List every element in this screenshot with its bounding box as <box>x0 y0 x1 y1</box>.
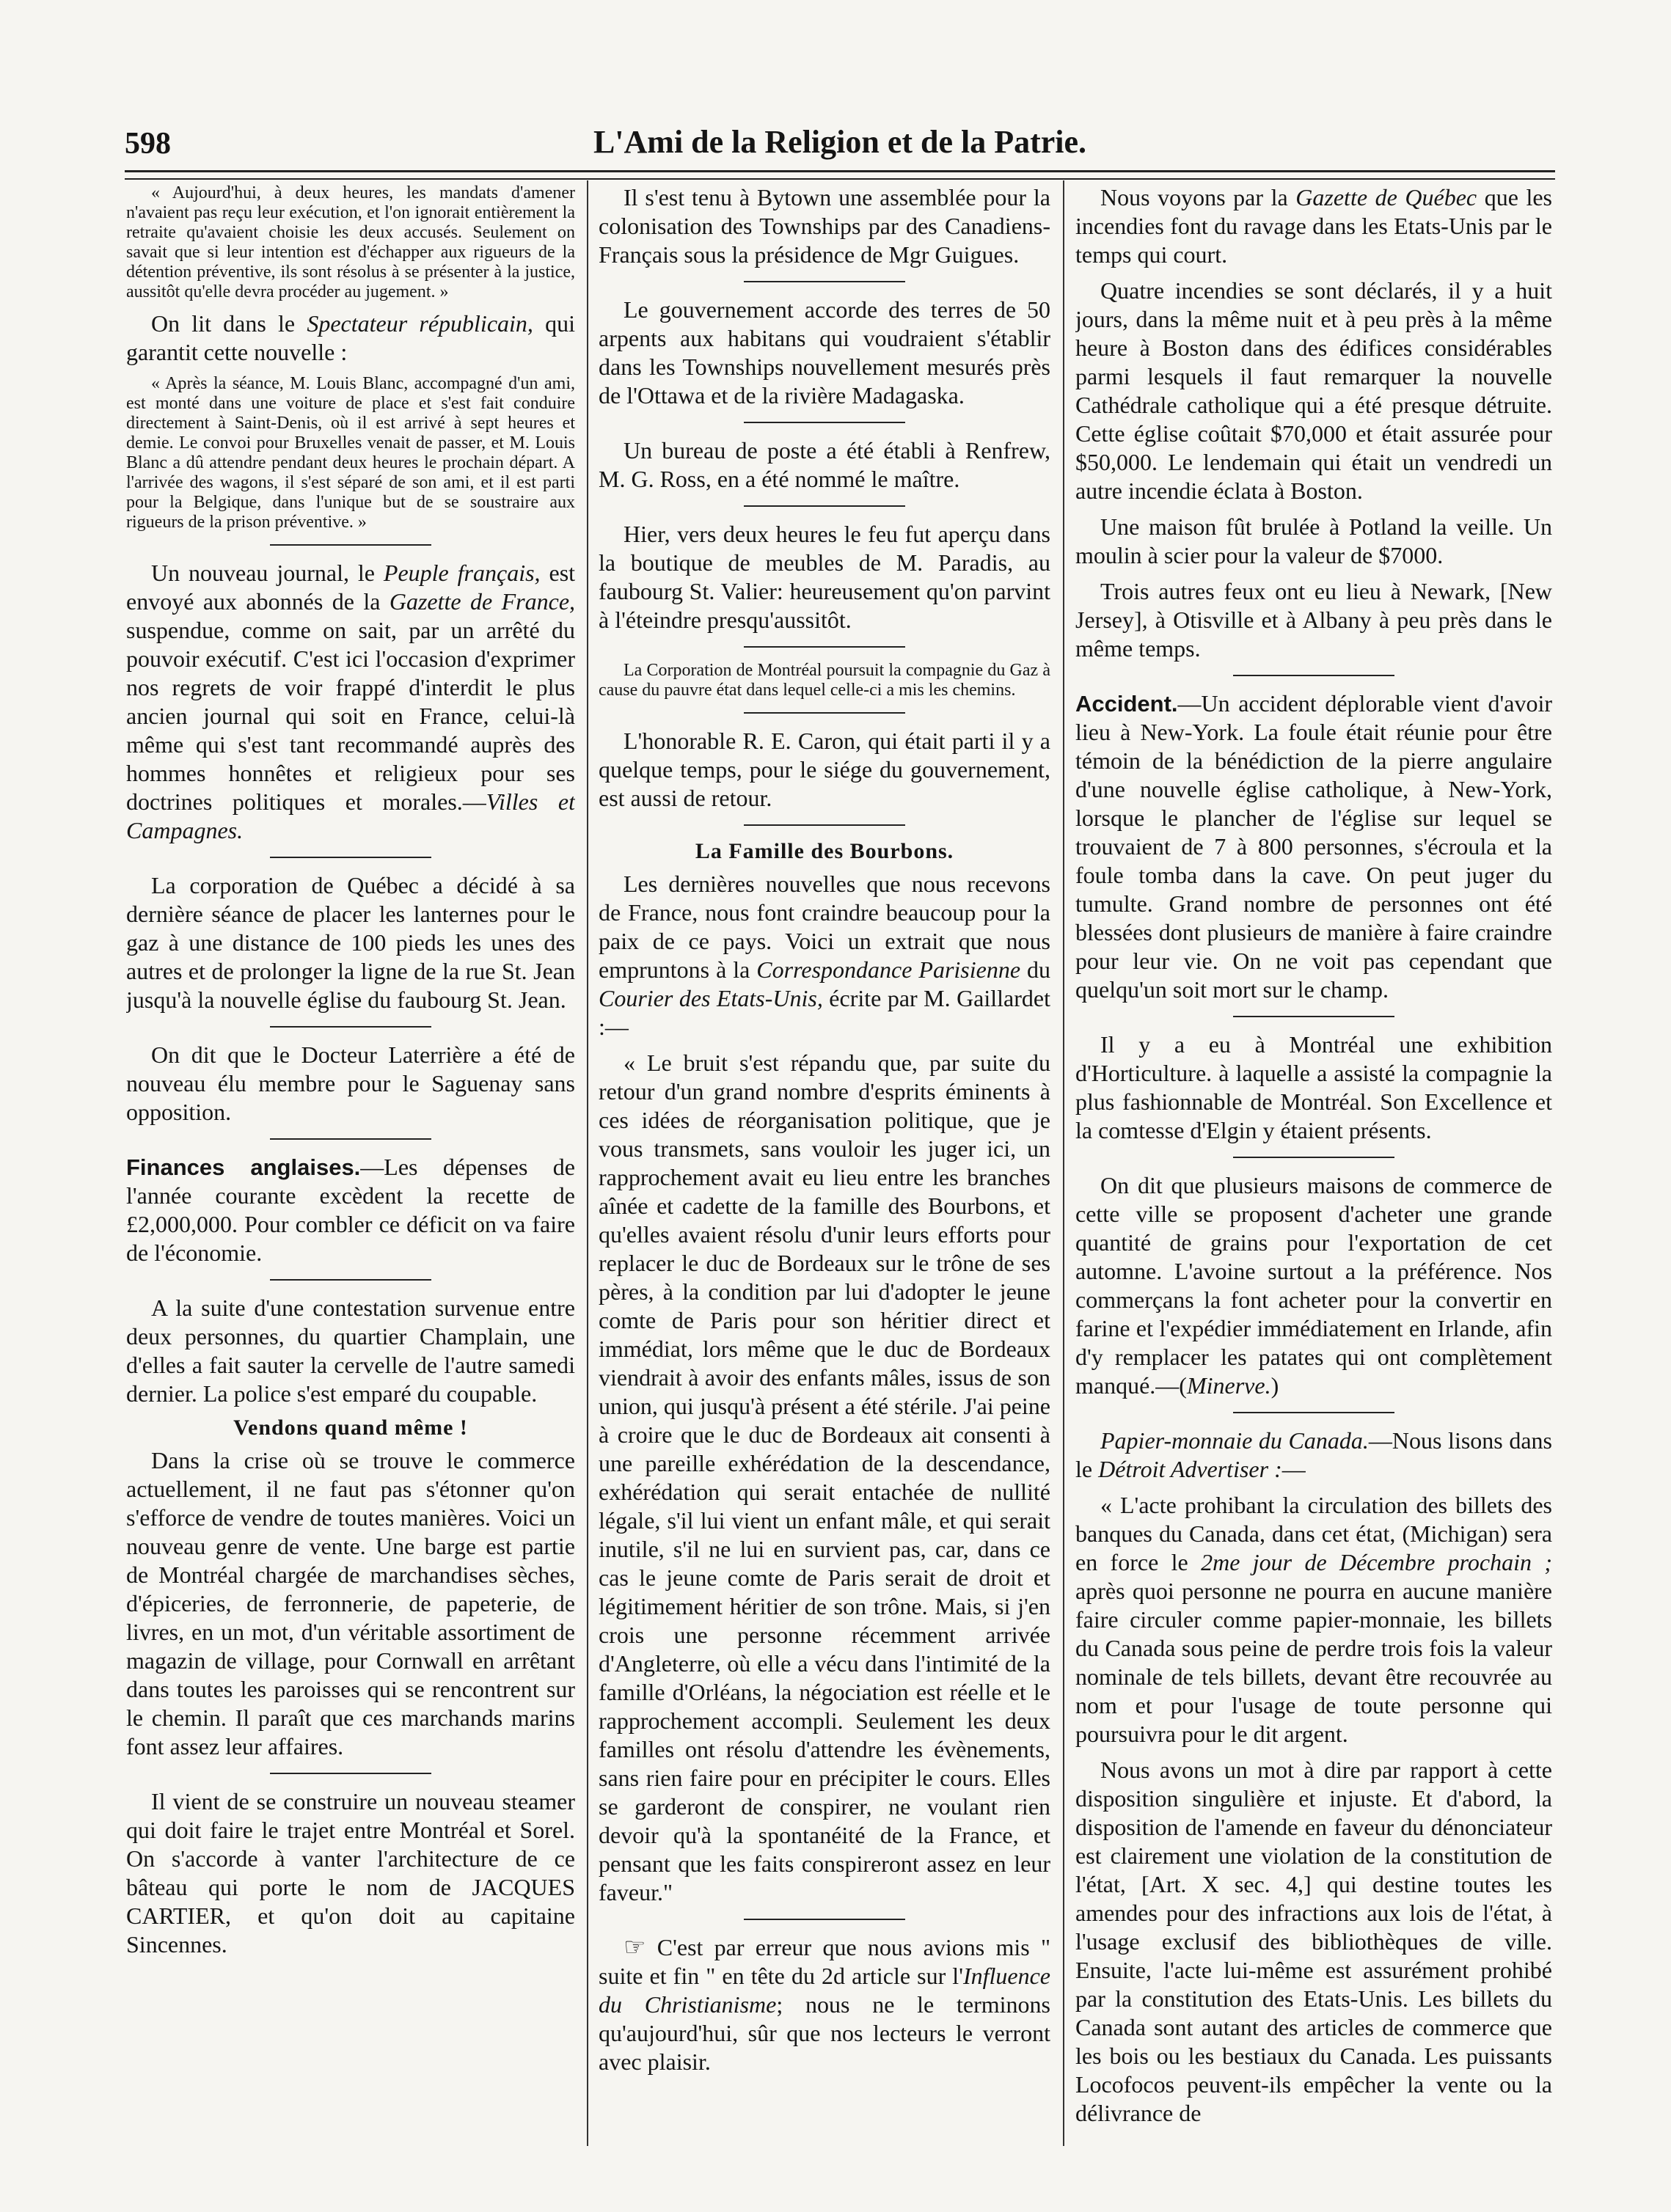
header-rule <box>125 170 1555 180</box>
article-paragraph: La corporation de Québec a décidé à sa dernière séance de placer les lanternes pour le gaz à une distance de 100 pieds les unes des autres et de prolonger la ligne de la rue St. Jean jusqu'à la nouvelle église du faubourg St. Jean. <box>126 872 575 1013</box>
article-paragraph: Quatre incendies se sont déclarés, il y a huit jours, dans la même nuit et à peu près à la même heure à Boston dans des édifices considérables parmi lesquels il faut remarquer la nouvelle Cathédrale catholique qui a été presque détruite. Cette église coûtait $70,000 et était assurée pour $50,000. Le lendemain qui était un vendredi un autre incendie éclata à Boston. <box>1075 277 1552 504</box>
section-heading: La Famille des Bourbons. <box>695 839 954 863</box>
article-paragraph: Le gouvernement accorde des terres de 50 arpents aux habitans qui voudraient s'établir dans les Townships nouvellement mesurés près de l'Ottawa et de la rivière Madagaska. <box>599 296 1050 409</box>
running-title: L'Ami de la Religion et de la Patrie. <box>593 124 1087 160</box>
separator-rule <box>1233 1412 1394 1413</box>
article-paragraph: On dit que le Docteur Laterrière a été de nouveau élu membre pour le Saguenay sans opposition. <box>126 1041 575 1125</box>
section-heading: Vendons quand même ! <box>233 1416 468 1440</box>
separator-rule <box>1233 675 1394 676</box>
page-header <box>125 123 1555 169</box>
separator-rule <box>744 422 905 423</box>
article-paragraph: Dans la crise où se trouve le commerce actuellement, il ne faut pas s'étonner qu'on s'efforce de vendre de toutes manières. Voici un nouveau genre de vente. Une barge est partie de Montréal chargée de marchandises sèches, d'épiceries, de ferronnerie, de papeterie, de livres, en un mot, d'un véritable assortiment de magazin de village, pour Cornwall en arrêtant dans toutes les paroisses qui se rencontrent sur le chemin. Il paraît que ces marchands marins font assez leur affaires. <box>126 1447 575 1759</box>
article-paragraph: « L'acte prohibant la circulation des billets des banques du Canada, dans cet état, (Michigan) sera en force le 2me jour de Décembre prochain ; après quoi personne ne pourra en aucune manière faire circuler comme papier-monnaie, les billets du Canada sous peine de perdre trois fois la valeur nominale de tels billets, devant être recouvrée au nom et pour l'usage de toute personne qui poursuivra pour le dit argent. <box>1075 1492 1552 1747</box>
article-paragraph: La Corporation de Montréal poursuit la compagnie du Gaz à cause du pauvre état dans lequel celle-ci a mis les chemins. <box>599 661 1050 700</box>
article-paragraph: Accident.—Un accident déplorable vient d'avoir lieu à New-York. La foule était réunie pour être témoin de la bénédiction de la pierre angulaire d'une nouvelle église catholique, à New-York, lorsque le plancher de l'église sur lequel se trouvaient de 7 à 800 personnes, s'écroula et la foule tomba dans la cave. On peut juger du tumulte. Grand nombre de personnes ont été blessées dont plusieurs de manière à faire craindre pour leur vie. On ne voit pas cependant que quelqu'un soit mort sur le champ. <box>1075 690 1552 1003</box>
pointing-hand-icon: ☞ <box>624 1934 646 1961</box>
article-paragraph: « Aujourd'hui, à deux heures, les mandats d'amener n'avaient pas reçu leur exécution, et l'on ignorait entièrement la retraite qu'avaient choisie les deux accusés. Seulement on savait que si leur intention est d'échapper aux rigueurs de la détention préventive, ils sont résolus à se présenter à la justice, aussitôt qu'elle devra procéder au jugement. » <box>126 183 575 301</box>
separator-rule <box>744 646 905 648</box>
article-paragraph: Nous voyons par la Gazette de Québec que les incendies font du ravage dans les Etats-Unis par le temps qui court. <box>1075 184 1552 268</box>
article-paragraph: A la suite d'une contestation survenue entre deux personnes, du quartier Champlain, une d'elles a fait sauter la cervelle de l'autre samedi dernier. La police s'est emparé du coupable. <box>126 1294 575 1407</box>
separator-rule <box>1233 1157 1394 1158</box>
separator-rule <box>270 1138 431 1140</box>
separator-rule <box>1233 1016 1394 1017</box>
article-paragraph: Finances anglaises.—Les dépenses de l'année courante excèdent la recette de £2,000,000. Pour combler ce déficit on va faire de l'économie. <box>126 1154 575 1266</box>
article-paragraph: « Le bruit s'est répandu que, par suite du retour d'un grand nombre d'esprits éminents à ces idées de réorganisation politique, que je vous transmets, sans vouloir les juger ici, un rapprochement avait eu lieu entre les branches aînée et cadette de la famille des Bourbons, et qu'elles avaient résolu d'unir leurs efforts pour replacer le duc de Bordeaux sur le trône de ses pères, à la condition par lui d'adopter le jeune comte de Paris pour son héritier direct et immédiat, lors même que le duc de Bordeaux viendrait à avoir des enfants mâles, issus de son union, qui jusqu'à présent a été stérile. J'ai peine à croire que le duc de Bordeaux ait consenti à une pareille exhérédation de la descendance, exhérédation qui serait entachée de nullité légale, s'il lui vient un enfant mâle, et qui serait inutile, s'il ne lui en survient pas, car, dans ce cas le jeune comte de Paris serait de droit et légitimement héritier de son trône. Mais, si j'en crois une personne récemment arrivée d'Angleterre, où elle a vécu dans l'intimité de la famille d'Orléans, la négociation est réelle et le rapprochement accompli. Seulement les deux familles ont résolu d'attendre les évènements, sans rien faire pour en précipiter le cours. Elles se garderont de conspirer, ne voulant rien devoir qu'à la spontanéité de la France, et pensant que les faits conspireront assez en leur faveur." <box>599 1050 1050 1905</box>
article-paragraph: ☞ C'est par erreur que nous avions mis " suite et fin " en tête du 2d article sur l'Influence du Christianisme; nous ne le terminons qu'aujourd'hui, sûr que nos lecteurs le verront avec plaisir. <box>599 1934 1050 2075</box>
separator-rule <box>270 1279 431 1281</box>
article-paragraph: Hier, vers deux heures le feu fut aperçu dans la boutique de meubles de M. Paradis, au faubourg St. Valier: heureusement qu'on parvint à l'éteindre presqu'aussitôt. <box>599 521 1050 633</box>
separator-rule <box>270 544 431 546</box>
article-paragraph: Un nouveau journal, le Peuple français, est envoyé aux abonnés de la Gazette de France, suspendue, comme on sait, par un arrêté du pouvoir exécutif. C'est ici l'occasion d'exprimer nos regrets de voir frappé d'interdit le plus ancien journal qui soit en France, celui-là même qui s'est tant recommandé auprès des hommes honnêtes et religieux pour ses doctrines politiques et morales.—Villes et Campagnes. <box>126 560 575 843</box>
separator-rule <box>270 1773 431 1774</box>
article-paragraph: Un bureau de poste a été établi à Renfrew, M. G. Ross, en a été nommé le maître. <box>599 437 1050 492</box>
column-center <box>599 183 1050 2149</box>
article-paragraph: Les dernières nouvelles que nous recevons de France, nous font craindre beaucoup pour la paix de ce pays. Voici un extrait que nous empruntons à la Correspondance Parisienne du Courier des Etats-Unis, écrite par M. Gaillardet :— <box>599 871 1050 1040</box>
column-right <box>1075 183 1552 2149</box>
separator-rule <box>744 1919 905 1920</box>
article-paragraph: Trois autres feux ont eu lieu à Newark, [New Jersey], à Otisville et à Albany à peu près dans le même temps. <box>1075 578 1552 662</box>
article-paragraph: Il vient de se construire un nouveau steamer qui doit faire le trajet entre Montréal et Sorel. On s'accorde à vanter l'architecture de ce bâteau qui porte le nom de JACQUES CARTIER, et qu'on doit au capitaine Sincennes. <box>126 1788 575 1958</box>
separator-rule <box>744 824 905 826</box>
article-paragraph: On lit dans le Spectateur républicain, qui garantit cette nouvelle : <box>126 310 575 365</box>
separator-rule <box>270 1026 431 1028</box>
separator-rule <box>270 857 431 858</box>
page-number: 598 <box>125 127 171 161</box>
column-left <box>126 183 575 2149</box>
article-paragraph: Une maison fût brulée à Potland la veille. Un moulin à scier pour la valeur de $7000. <box>1075 513 1552 568</box>
column-divider <box>1063 180 1064 2146</box>
article-paragraph: Nous avons un mot à dire par rapport à cette disposition singulière et injuste. Et d'abord, la disposition de l'amende en faveur du dénonciateur est clairement une violation de la constitution de l'état, [Art. X sec. 4,] qui destine toutes les amendes pour des infractions aux lois de l'état, à l'usage exclusif des bibliothèques de ville. Ensuite, l'acte lui-même est assurément prohibé par la constitution des Etats-Unis. Les billets du Canada sont autant des articles de commerce que les bois ou les bestiaux du Canada. Les puissants Locofocos peuvent-ils empêcher la vente ou la délivrance de <box>1075 1757 1552 2126</box>
article-paragraph: On dit que plusieurs maisons de commerce de cette ville se proposent d'acheter une grande quantité de grains pour l'exportation de cet automne. L'avoine surtout a la préférence. Nos commerçans la font acheter pour la convertir en farine et l'expédier immédiatement en Irlande, afin d'y remplacer les patates qui ont complètement manqué.—(Minerve.) <box>1075 1172 1552 1399</box>
separator-rule <box>744 712 905 714</box>
article-paragraph: « Après la séance, M. Louis Blanc, accompagné d'un ami, est monté dans une voiture de place et s'est fait conduire directement à Saint-Denis, où il est arrivé à sept heures et demie. Le convoi pour Bruxelles venait de passer, et M. Louis Blanc a dû attendre pendant deux heures le prochain départ. A l'arrivée des wagons, il s'est séparé de son ami, et il est parti pour la Belgique, dans l'unique but de se soustraire aux rigueurs de la prison préventive. » <box>126 374 575 532</box>
article-paragraph: L'honorable R. E. Caron, qui était parti il y a quelque temps, pour le siége du gouvernement, est aussi de retour. <box>599 728 1050 811</box>
column-divider <box>587 180 588 2146</box>
separator-rule <box>744 281 905 282</box>
article-paragraph: Il y a eu à Montréal une exhibition d'Horticulture. à laquelle a assisté la compagnie la plus fashionnable de Montréal. Son Excellence et la comtesse d'Elgin y étaient présents. <box>1075 1031 1552 1143</box>
article-paragraph: Il s'est tenu à Bytown une assemblée pour la colonisation des Townships par des Canadiens-Français sous la présidence de Mgr Guigues. <box>599 184 1050 268</box>
separator-rule <box>744 505 905 507</box>
article-paragraph: Papier-monnaie du Canada.—Nous lisons dans le Détroit Advertiser :— <box>1075 1427 1552 1482</box>
